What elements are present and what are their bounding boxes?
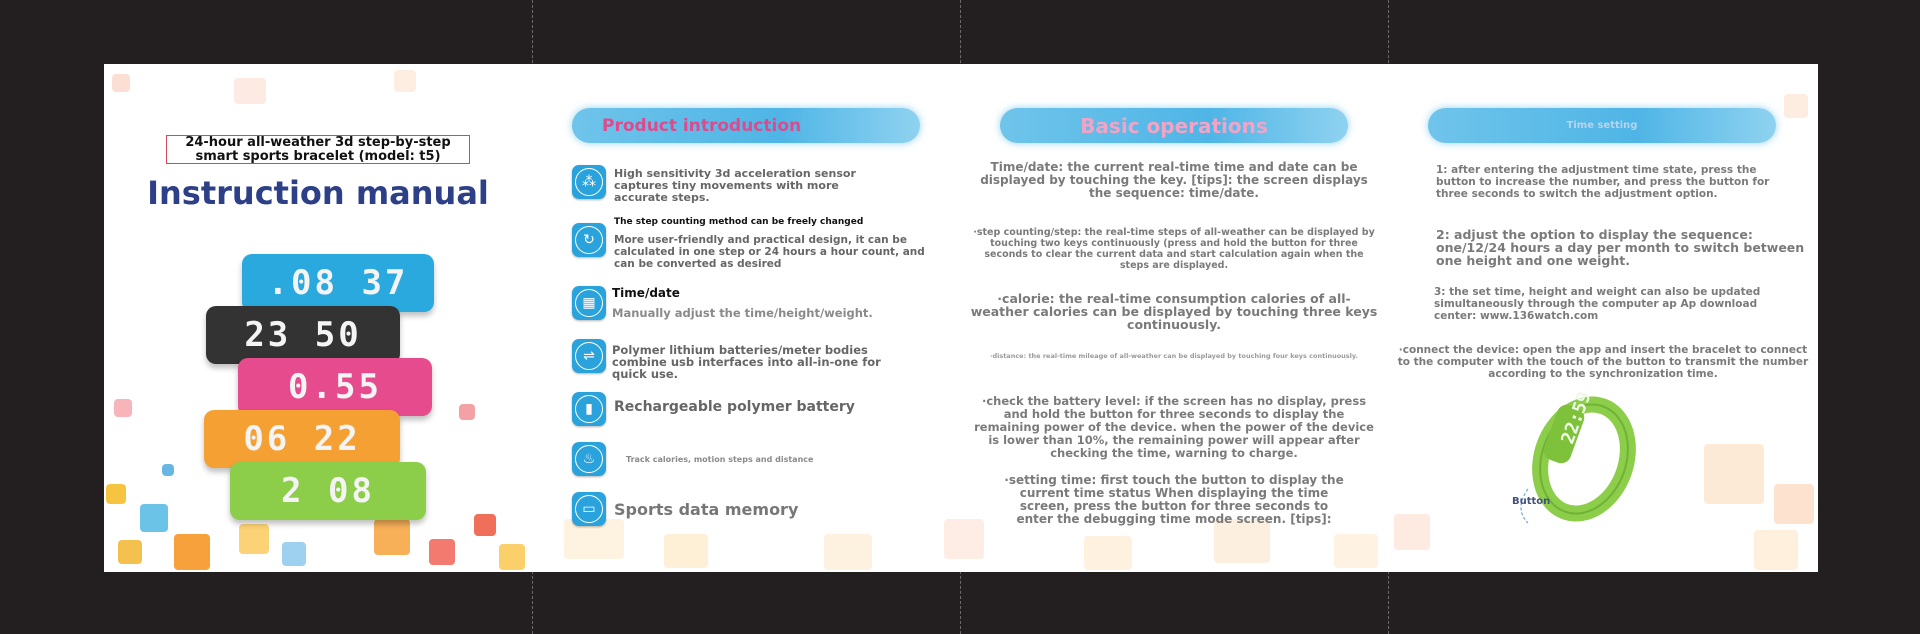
calendar-icon: ▦ <box>572 286 606 320</box>
setting-item: 2: adjust the option to display the sequence: one/12/24 hours a day per month to switch between one height and one weight. <box>1436 227 1805 268</box>
battery-icon: ▮ <box>572 392 606 426</box>
product-introduction-panel <box>532 64 960 572</box>
cover-panel <box>104 64 532 572</box>
feature-text: Rechargeable polymer battery <box>614 399 855 415</box>
operation-item: Time/date: the current real-time time and date can be displayed by touching the key. [tips]: the screen displays the sequence: time/date. <box>980 160 1368 200</box>
feature-text: Manually adjust the time/height/weight. <box>612 306 873 320</box>
operation-item: ·setting time: first touch the button to display the current time status When displaying the time screen, press the button for three seconds to enter the debugging time mode screen. [tips]: <box>1004 473 1344 526</box>
operation-item: ·step counting/step: the real-time steps of all-weather can be displayed by touching two keys continuously (press and hold the button for three seconds to clear the current data and start calculation again when the steps are displayed. <box>973 227 1375 271</box>
button-label: Button <box>1512 496 1551 507</box>
brochure-sheet <box>104 64 1818 572</box>
basic-operations-panel <box>960 64 1388 572</box>
bracelet-display: 22:59 <box>1557 388 1596 447</box>
setting-item: 1: after entering the adjustment time state, press the button to increase the number, and press the button for three seconds to switch the adjustment option. <box>1436 164 1770 200</box>
bracelet-black: 23 50 <box>206 306 400 364</box>
bracelet-green: 2 08 <box>230 462 426 520</box>
feature-text: More user-friendly and practical design, it can be calculated in one step or 24 hours a hour count, and can be converted as desired <box>614 234 925 270</box>
basic-operations-header: Basic operations <box>1000 108 1348 143</box>
refresh-icon: ↻ <box>572 223 606 257</box>
feature-text: High sensitivity 3d acceleration sensor captures tiny movements with more accurate steps. <box>614 167 856 204</box>
feature-text: Polymer lithium batteries/meter bodies combine usb interfaces into all-in-one for quick use. <box>612 343 881 381</box>
flame-icon: ♨ <box>572 442 606 476</box>
monitor-icon: ▭ <box>572 492 606 526</box>
feature-heading: The step counting method can be freely changed <box>614 217 864 227</box>
setting-item: ·connect the device: open the app and insert the bracelet to connect to the computer with the touch of the button to transmit the number according to the synchronization time. <box>1397 344 1809 380</box>
bracelet-blue: .08 37 <box>242 254 434 312</box>
manual-title: Instruction manual <box>147 174 489 212</box>
product-subtitle: 24-hour all-weather 3d step-by-step smart sports bracelet (model: t5) <box>166 135 470 164</box>
setting-item: 3: the set time, height and weight can also be updated simultaneously through the computer ap Ap download center: www.136watch.com <box>1434 286 1761 322</box>
time-setting-header: Time setting <box>1428 108 1776 143</box>
bracelet-orange: 06 22 <box>204 410 400 468</box>
operation-item: ·calorie: the real-time consumption calories of all-weather calories can be displayed by touching three keys continuously. <box>970 291 1378 332</box>
bracelet-pink: 0.55 <box>238 358 432 416</box>
product-introduction-header: Product introduction <box>572 108 920 143</box>
operation-item: ·check the battery level: if the screen has no display, press and hold the button for three seconds to display the remaining power of the device. when the power of the device is lower than 10%, the remaining power will appear after checking the time, warning to charge. <box>974 394 1374 460</box>
feature-text: Track calories, motion steps and distance <box>626 455 814 464</box>
usb-icon: ⇌ <box>572 339 606 373</box>
feature-text: Sports data memory <box>614 500 799 519</box>
time-setting-panel <box>1388 64 1818 572</box>
operation-item: ·distance: the real-time mileage of all-weather can be displayed by touching four keys continuously. <box>989 352 1359 360</box>
footprints-icon: ⁂ <box>572 165 606 199</box>
feature-heading: Time/date <box>612 286 680 300</box>
